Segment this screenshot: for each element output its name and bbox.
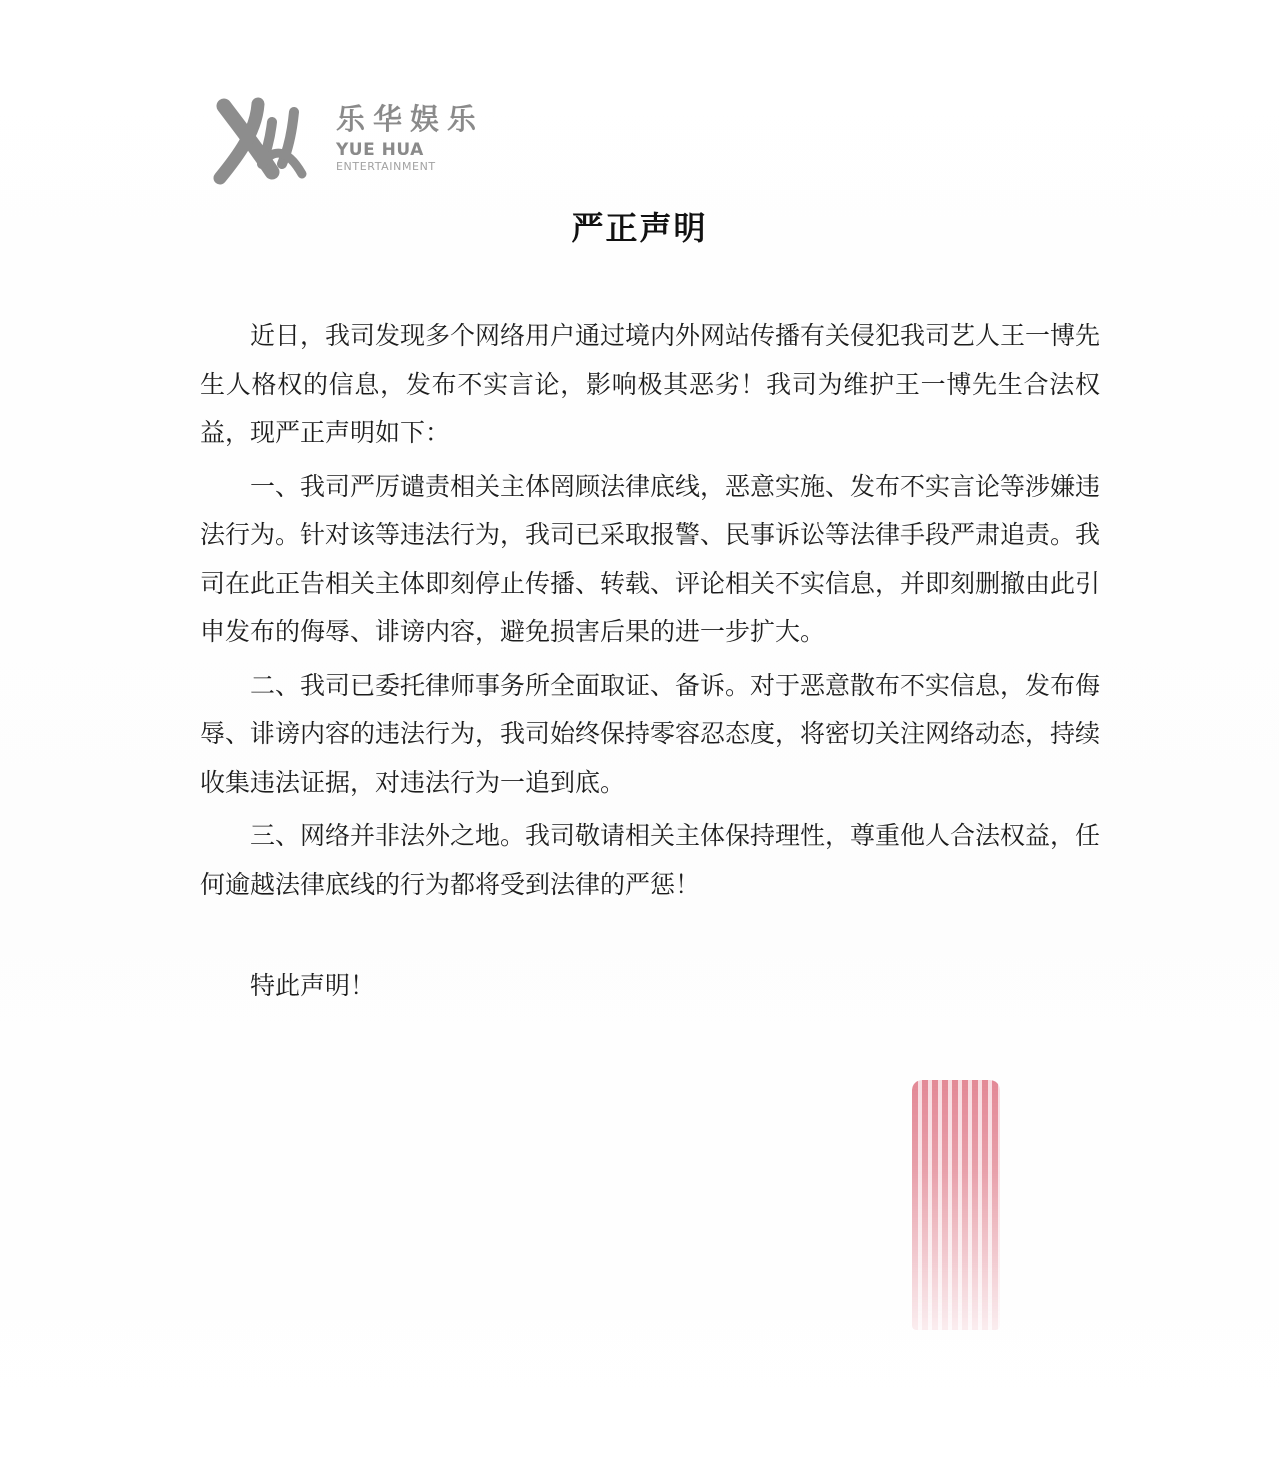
logo-english-subtitle: ENTERTAINMENT xyxy=(336,160,436,173)
company-seal-stamp xyxy=(912,1080,1000,1330)
paragraph-point-3: 三、网络并非法外之地。我司敬请相关主体保持理性，尊重他人合法权益，任何逾越法律底线的行为都将受到法律的严惩！ xyxy=(200,821,1101,899)
logo-chinese-name: 乐华娱乐 xyxy=(336,102,485,136)
paragraph-intro: 近日，我司发现多个网络用户通过境内外网站传播有关侵犯我司艺人王一博先生人格权的信息，发布不实言论，影响极其恶劣！我司为维护王一博先生合法权益，现严正声明如下： xyxy=(200,321,1101,447)
company-logo xyxy=(210,92,500,192)
statement-title: 严正声明 xyxy=(571,209,708,247)
yuehua-logo-icon xyxy=(210,92,320,188)
paragraph-point-1: 一、我司严厉谴责相关主体罔顾法律底线，恶意实施、发布不实言论等涉嫌违法行为。针对该等违法行为，我司已采取报警、民事诉讼等法律手段严肃追责。我司在此正告相关主体即刻停止传播、转载、评论相关不实信息，并即刻删撤由此引申发布的侮辱、诽谤内容，避免损害后果的进一步扩大。 xyxy=(200,471,1101,646)
statement-body xyxy=(200,312,1100,914)
closing-line: 特此声明！ xyxy=(250,971,376,1000)
logo-english-name: YUE HUA xyxy=(336,140,424,160)
logo-text xyxy=(336,102,484,173)
paragraph-point-2: 二、我司已委托律师事务所全面取证、备诉。对于恶意散布不实信息，发布侮辱、诽谤内容的违法行为，我司始终保持零容忍态度，将密切关注网络动态，持续收集违法证据，对违法行为一追到底。 xyxy=(200,670,1101,797)
